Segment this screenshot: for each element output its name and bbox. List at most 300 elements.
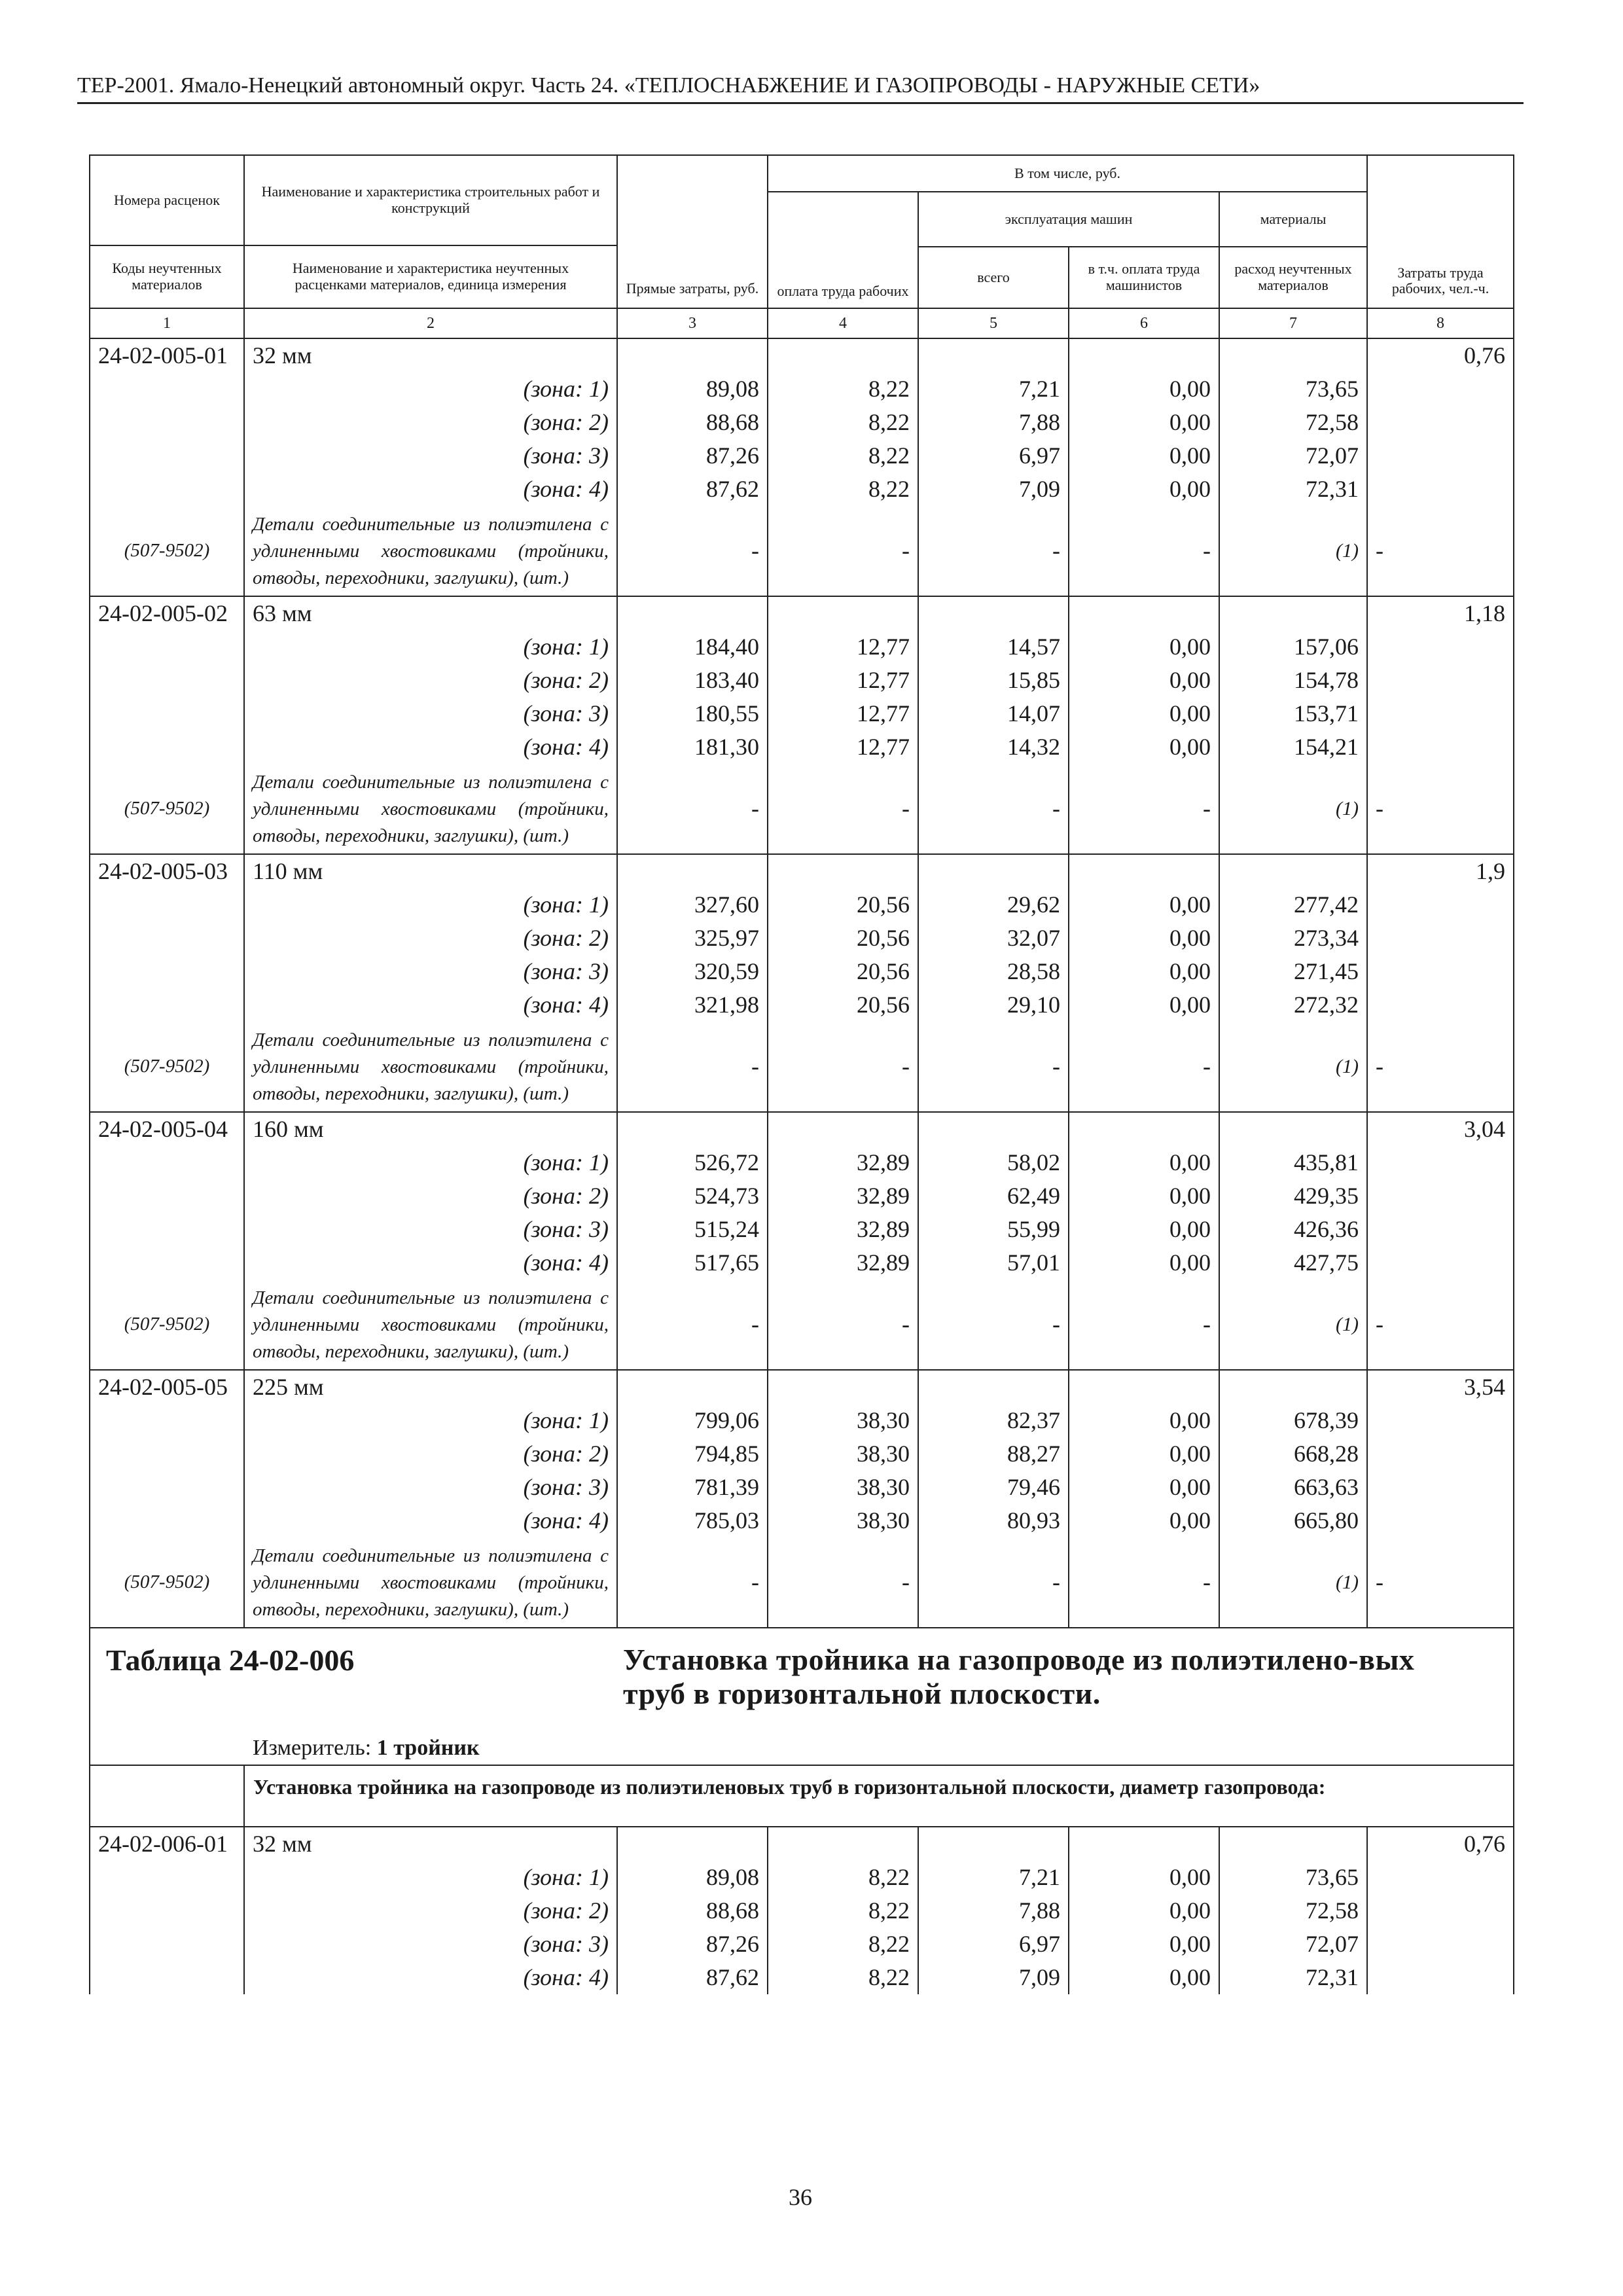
dash-cell: - xyxy=(617,1537,768,1628)
empty-cell xyxy=(90,1928,244,1961)
empty-cell xyxy=(90,473,244,506)
dash-cell: - xyxy=(768,1280,918,1370)
zone-label: (зона: 2) xyxy=(244,406,617,439)
empty-cell xyxy=(1367,1504,1514,1537)
dash-cell: - xyxy=(1069,506,1219,596)
zone-value: 72,31 xyxy=(1219,1961,1367,1994)
empty-cell xyxy=(1367,439,1514,473)
zone-value: 0,00 xyxy=(1069,406,1219,439)
empty-cell xyxy=(768,1112,918,1146)
dash-cell: - xyxy=(617,764,768,854)
zone-value: 524,73 xyxy=(617,1179,768,1213)
zone-value: 80,93 xyxy=(918,1504,1069,1537)
zone-row xyxy=(90,1246,1514,1280)
empty-cell xyxy=(1367,1861,1514,1894)
rate-code: 24-02-005-02 xyxy=(90,596,244,630)
empty-cell xyxy=(918,1112,1069,1146)
dash-cell: - xyxy=(768,1022,918,1112)
zone-value: 38,30 xyxy=(768,1437,918,1471)
empty-cell xyxy=(90,922,244,955)
material-row xyxy=(90,1280,1514,1370)
zone-label: (зона: 4) xyxy=(244,730,617,764)
zone-row xyxy=(90,1179,1514,1213)
zone-label: (зона: 3) xyxy=(244,697,617,730)
zone-value: 14,32 xyxy=(918,730,1069,764)
empty-cell xyxy=(90,730,244,764)
dash-cell: - xyxy=(1069,764,1219,854)
rate-name: 63 мм xyxy=(244,596,617,630)
empty-cell xyxy=(90,630,244,664)
empty-cell xyxy=(1367,1179,1514,1213)
material-code: (507-9502) xyxy=(90,1537,244,1628)
zone-value: 153,71 xyxy=(1219,697,1367,730)
empty-cell xyxy=(90,1504,244,1537)
entry-code-row xyxy=(90,1370,1514,1404)
empty-cell xyxy=(90,1861,244,1894)
zone-value: 72,31 xyxy=(1219,473,1367,506)
rate-name: 32 мм xyxy=(244,338,617,372)
zone-value: 88,27 xyxy=(918,1437,1069,1471)
empty-cell xyxy=(918,1827,1069,1861)
zone-value: 157,06 xyxy=(1219,630,1367,664)
zone-value: 89,08 xyxy=(617,372,768,406)
empty-cell xyxy=(90,1179,244,1213)
empty-cell xyxy=(1219,1112,1367,1146)
empty-cell xyxy=(90,372,244,406)
empty-cell xyxy=(1219,854,1367,888)
zone-value: 88,68 xyxy=(617,1894,768,1928)
header-col2-bottom: Наименование и характеристика неучтенных расценками материалов, единица измерения xyxy=(292,260,569,293)
zone-value: 62,49 xyxy=(918,1179,1069,1213)
dash-cell: - xyxy=(1367,1022,1514,1112)
zone-value: 12,77 xyxy=(768,730,918,764)
zone-value: 785,03 xyxy=(617,1504,768,1537)
empty-cell xyxy=(1367,988,1514,1022)
empty-cell xyxy=(768,596,918,630)
zone-value: 320,59 xyxy=(617,955,768,988)
empty-cell xyxy=(1219,1827,1367,1861)
material-quantity: (1) xyxy=(1219,1537,1367,1628)
zone-row xyxy=(90,1928,1514,1961)
dash-cell: - xyxy=(1367,764,1514,854)
zone-value: 0,00 xyxy=(1069,439,1219,473)
zone-value: 799,06 xyxy=(617,1404,768,1437)
entry-code-row xyxy=(90,596,1514,630)
zone-value: 7,88 xyxy=(918,406,1069,439)
zone-value: 8,22 xyxy=(768,1894,918,1928)
zone-value: 55,99 xyxy=(918,1213,1069,1246)
dash-cell: - xyxy=(918,764,1069,854)
empty-cell xyxy=(1367,888,1514,922)
empty-cell xyxy=(1367,372,1514,406)
rate-code: 24-02-005-05 xyxy=(90,1370,244,1404)
zone-row xyxy=(90,1504,1514,1537)
zone-row xyxy=(90,1471,1514,1504)
zone-label: (зона: 2) xyxy=(244,922,617,955)
zone-value: 0,00 xyxy=(1069,1928,1219,1961)
dash-cell: - xyxy=(1367,1537,1514,1628)
meter-prefix: Измеритель: xyxy=(253,1736,377,1760)
empty-cell xyxy=(1367,1471,1514,1504)
entry-code-row xyxy=(90,1827,1514,1861)
labor-cost: 1,18 xyxy=(1367,596,1514,630)
empty-cell xyxy=(90,664,244,697)
zone-row xyxy=(90,988,1514,1022)
zone-value: 0,00 xyxy=(1069,988,1219,1022)
rates-body-2 xyxy=(90,1827,1514,1994)
empty-cell xyxy=(90,439,244,473)
header-direct-costs: Прямые затраты, руб. xyxy=(617,155,768,308)
empty-cell xyxy=(1219,596,1367,630)
zone-value: 517,65 xyxy=(617,1246,768,1280)
zone-value: 28,58 xyxy=(918,955,1069,988)
labor-cost: 0,76 xyxy=(1367,1827,1514,1861)
header-col1 xyxy=(90,155,244,308)
section-title: Установка тройника на газопроводе из полиэтиленовых труб в горизонтальной плоскости, диаметр газопровода: xyxy=(253,1775,1326,1799)
zone-value: 8,22 xyxy=(768,1961,918,1994)
material-row xyxy=(90,764,1514,854)
zone-label: (зона: 1) xyxy=(244,630,617,664)
rate-code: 24-02-005-03 xyxy=(90,854,244,888)
zone-value: 7,21 xyxy=(918,372,1069,406)
header-machines-total: всего xyxy=(918,247,1069,308)
zone-label: (зона: 1) xyxy=(244,888,617,922)
zone-value: 668,28 xyxy=(1219,1437,1367,1471)
zone-row xyxy=(90,1146,1514,1179)
material-quantity: (1) xyxy=(1219,1280,1367,1370)
empty-cell xyxy=(918,1370,1069,1404)
zone-value: 321,98 xyxy=(617,988,768,1022)
rate-name: 110 мм xyxy=(244,854,617,888)
material-quantity: (1) xyxy=(1219,1022,1367,1112)
empty-cell xyxy=(90,1213,244,1246)
zone-value: 0,00 xyxy=(1069,1404,1219,1437)
material-code: (507-9502) xyxy=(90,506,244,596)
empty-cell xyxy=(768,1827,918,1861)
col-number: 7 xyxy=(1219,308,1367,338)
zone-value: 14,57 xyxy=(918,630,1069,664)
zone-value: 8,22 xyxy=(768,439,918,473)
zone-value: 435,81 xyxy=(1219,1146,1367,1179)
empty-cell xyxy=(1367,1146,1514,1179)
empty-cell xyxy=(1069,854,1219,888)
empty-cell xyxy=(1367,664,1514,697)
empty-cell xyxy=(1367,922,1514,955)
empty-cell xyxy=(1367,697,1514,730)
empty-cell xyxy=(918,338,1069,372)
dash-cell: - xyxy=(768,1537,918,1628)
zone-value: 8,22 xyxy=(768,473,918,506)
dash-cell: - xyxy=(768,764,918,854)
zone-row xyxy=(90,922,1514,955)
zone-label: (зона: 2) xyxy=(244,1894,617,1928)
table2-heading xyxy=(90,1628,1514,1827)
zone-value: 7,88 xyxy=(918,1894,1069,1928)
zone-value: 73,65 xyxy=(1219,1861,1367,1894)
zone-value: 271,45 xyxy=(1219,955,1367,988)
zone-value: 0,00 xyxy=(1069,955,1219,988)
zone-value: 0,00 xyxy=(1069,1894,1219,1928)
zone-value: 7,09 xyxy=(918,473,1069,506)
zone-value: 8,22 xyxy=(768,1928,918,1961)
zone-value: 7,21 xyxy=(918,1861,1069,1894)
zone-label: (зона: 1) xyxy=(244,372,617,406)
zone-value: 32,07 xyxy=(918,922,1069,955)
dash-cell: - xyxy=(1367,1280,1514,1370)
zone-value: 82,37 xyxy=(918,1404,1069,1437)
empty-cell xyxy=(90,1437,244,1471)
rates-body xyxy=(90,338,1514,1628)
header-wages: оплата труда рабочих xyxy=(768,192,918,308)
meter-value: 1 тройник xyxy=(376,1736,480,1760)
zone-value: 29,10 xyxy=(918,988,1069,1022)
zone-row xyxy=(90,439,1514,473)
table2-label: Таблица 24-02-006 xyxy=(106,1643,355,1677)
dash-cell: - xyxy=(617,506,768,596)
col-number: 4 xyxy=(768,308,918,338)
empty-cell xyxy=(617,1827,768,1861)
zone-label: (зона: 3) xyxy=(244,1928,617,1961)
zone-value: 32,89 xyxy=(768,1213,918,1246)
material-description: Детали соединительные из полиэтилена с удлиненными хвостовиками (тройники, отводы, переходники, заглушки), (шт.) xyxy=(244,506,617,596)
dash-cell: - xyxy=(1069,1280,1219,1370)
zone-value: 6,97 xyxy=(918,1928,1069,1961)
empty-cell xyxy=(1367,955,1514,988)
zone-value: 58,02 xyxy=(918,1146,1069,1179)
table2-title-cell xyxy=(90,1628,1514,1765)
labor-cost: 3,04 xyxy=(1367,1112,1514,1146)
entry-code-row xyxy=(90,1112,1514,1146)
empty-cell xyxy=(1069,1112,1219,1146)
empty-cell xyxy=(1367,630,1514,664)
empty-cell xyxy=(617,338,768,372)
rates-table-wrapper xyxy=(89,154,1513,1994)
zone-value: 20,56 xyxy=(768,955,918,988)
labor-cost: 3,54 xyxy=(1367,1370,1514,1404)
zone-label: (зона: 3) xyxy=(244,1213,617,1246)
zone-value: 515,24 xyxy=(617,1213,768,1246)
zone-value: 7,09 xyxy=(918,1961,1069,1994)
zone-value: 8,22 xyxy=(768,406,918,439)
empty-cell xyxy=(1069,1370,1219,1404)
zone-value: 12,77 xyxy=(768,664,918,697)
zone-label: (зона: 1) xyxy=(244,1861,617,1894)
dash-cell: - xyxy=(1367,506,1514,596)
zone-value: 427,75 xyxy=(1219,1246,1367,1280)
zone-label: (зона: 1) xyxy=(244,1146,617,1179)
zone-value: 38,30 xyxy=(768,1504,918,1537)
zone-value: 0,00 xyxy=(1069,697,1219,730)
empty-cell xyxy=(617,854,768,888)
zone-value: 154,78 xyxy=(1219,664,1367,697)
empty-cell xyxy=(1069,596,1219,630)
rate-code: 24-02-006-01 xyxy=(90,1827,244,1861)
zone-value: 20,56 xyxy=(768,988,918,1022)
col-number: 1 xyxy=(90,308,244,338)
material-quantity: (1) xyxy=(1219,764,1367,854)
empty-cell xyxy=(1367,406,1514,439)
dash-cell: - xyxy=(918,506,1069,596)
dash-cell: - xyxy=(918,1280,1069,1370)
section-cell xyxy=(244,1765,1514,1827)
empty-cell xyxy=(1367,1894,1514,1928)
zone-value: 678,39 xyxy=(1219,1404,1367,1437)
zone-value: 426,36 xyxy=(1219,1213,1367,1246)
zone-value: 0,00 xyxy=(1069,1861,1219,1894)
dash-cell: - xyxy=(918,1537,1069,1628)
zone-value: 20,56 xyxy=(768,888,918,922)
material-row xyxy=(90,1022,1514,1112)
zone-value: 6,97 xyxy=(918,439,1069,473)
zone-value: 14,07 xyxy=(918,697,1069,730)
empty-cell xyxy=(617,1112,768,1146)
zone-value: 29,62 xyxy=(918,888,1069,922)
rate-name: 225 мм xyxy=(244,1370,617,1404)
zone-value: 0,00 xyxy=(1069,473,1219,506)
zone-value: 663,63 xyxy=(1219,1471,1367,1504)
header-col1-bottom: Коды неучтенных материалов xyxy=(112,260,222,293)
empty-cell xyxy=(90,697,244,730)
empty-cell xyxy=(617,596,768,630)
zone-label: (зона: 2) xyxy=(244,1179,617,1213)
zone-value: 0,00 xyxy=(1069,1471,1219,1504)
zone-value: 87,62 xyxy=(617,473,768,506)
zone-value: 38,30 xyxy=(768,1471,918,1504)
empty-cell xyxy=(768,854,918,888)
col-number: 8 xyxy=(1367,308,1514,338)
zone-row xyxy=(90,697,1514,730)
empty-cell xyxy=(617,1370,768,1404)
zone-value: 72,58 xyxy=(1219,1894,1367,1928)
header-unaccounted-materials: расход неучтенных материалов xyxy=(1219,247,1367,308)
zone-value: 0,00 xyxy=(1069,1504,1219,1537)
zone-value: 15,85 xyxy=(918,664,1069,697)
zone-value: 0,00 xyxy=(1069,1213,1219,1246)
zone-value: 0,00 xyxy=(1069,730,1219,764)
entry-code-row xyxy=(90,338,1514,372)
zone-row xyxy=(90,406,1514,439)
zone-value: 183,40 xyxy=(617,664,768,697)
header-machines: эксплуатация машин xyxy=(918,192,1219,247)
header-col2 xyxy=(244,155,617,308)
zone-value: 0,00 xyxy=(1069,630,1219,664)
zone-value: 526,72 xyxy=(617,1146,768,1179)
empty-cell xyxy=(90,888,244,922)
column-numbers xyxy=(90,308,1514,338)
zone-value: 8,22 xyxy=(768,372,918,406)
rates-table xyxy=(89,154,1514,1994)
empty-cell xyxy=(1367,1437,1514,1471)
empty-cell xyxy=(1069,338,1219,372)
empty-cell xyxy=(1367,1928,1514,1961)
empty-cell xyxy=(90,1894,244,1928)
material-description: Детали соединительные из полиэтилена с удлиненными хвостовиками (тройники, отводы, переходники, заглушки), (шт.) xyxy=(244,1022,617,1112)
zone-value: 87,26 xyxy=(617,1928,768,1961)
zone-value: 88,68 xyxy=(617,406,768,439)
zone-value: 79,46 xyxy=(918,1471,1069,1504)
empty-cell xyxy=(90,1146,244,1179)
material-code: (507-9502) xyxy=(90,1280,244,1370)
empty-cell xyxy=(90,955,244,988)
material-description: Детали соединительные из полиэтилена с удлиненными хвостовиками (тройники, отводы, переходники, заглушки), (шт.) xyxy=(244,1280,617,1370)
empty-cell xyxy=(768,1370,918,1404)
header-col2-top: Наименование и характеристика строительных работ и конструкций xyxy=(245,156,616,246)
zone-label: (зона: 4) xyxy=(244,988,617,1022)
rate-code: 24-02-005-04 xyxy=(90,1112,244,1146)
zone-value: 0,00 xyxy=(1069,922,1219,955)
zone-value: 272,32 xyxy=(1219,988,1367,1022)
header-machinist-wages: в т.ч. оплата труда машинистов xyxy=(1069,247,1219,308)
col-number: 6 xyxy=(1069,308,1219,338)
zone-value: 0,00 xyxy=(1069,1961,1219,1994)
zone-value: 72,07 xyxy=(1219,1928,1367,1961)
empty-cell xyxy=(90,1246,244,1280)
material-description: Детали соединительные из полиэтилена с удлиненными хвостовиками (тройники, отводы, переходники, заглушки), (шт.) xyxy=(244,764,617,854)
empty-cell xyxy=(768,338,918,372)
zone-value: 429,35 xyxy=(1219,1179,1367,1213)
dash-cell: - xyxy=(617,1022,768,1112)
zone-value: 32,89 xyxy=(768,1179,918,1213)
zone-label: (зона: 1) xyxy=(244,1404,617,1437)
table2-meter xyxy=(253,1736,480,1761)
empty-cell xyxy=(90,1404,244,1437)
zone-value: 32,89 xyxy=(768,1246,918,1280)
material-code: (507-9502) xyxy=(90,764,244,854)
zone-value: 72,07 xyxy=(1219,439,1367,473)
zone-value: 277,42 xyxy=(1219,888,1367,922)
zone-value: 0,00 xyxy=(1069,1246,1219,1280)
zone-value: 325,97 xyxy=(617,922,768,955)
table-header xyxy=(90,155,1514,308)
labor-cost: 1,9 xyxy=(1367,854,1514,888)
material-code: (507-9502) xyxy=(90,1022,244,1112)
labor-cost: 0,76 xyxy=(1367,338,1514,372)
zone-row xyxy=(90,1213,1514,1246)
section-empty-cell xyxy=(90,1765,244,1827)
zone-row xyxy=(90,372,1514,406)
zone-value: 72,58 xyxy=(1219,406,1367,439)
dash-cell: - xyxy=(1069,1022,1219,1112)
zone-value: 0,00 xyxy=(1069,1437,1219,1471)
entry-code-row xyxy=(90,854,1514,888)
zone-value: 20,56 xyxy=(768,922,918,955)
table2-title: Установка тройника на газопроводе из полиэтилено-вых труб в горизонтальной плоскости. xyxy=(623,1643,1415,1710)
header-materials: материалы xyxy=(1219,192,1367,247)
dash-cell: - xyxy=(768,506,918,596)
empty-cell xyxy=(1367,473,1514,506)
zone-value: 73,65 xyxy=(1219,372,1367,406)
zone-row xyxy=(90,730,1514,764)
page-number: 36 xyxy=(789,2184,812,2210)
zone-value: 32,89 xyxy=(768,1146,918,1179)
empty-cell xyxy=(90,988,244,1022)
empty-cell xyxy=(1367,1246,1514,1280)
zone-label: (зона: 2) xyxy=(244,664,617,697)
rate-name: 160 мм xyxy=(244,1112,617,1146)
zone-label: (зона: 4) xyxy=(244,473,617,506)
material-description: Детали соединительные из полиэтилена с удлиненными хвостовиками (тройники, отводы, переходники, заглушки), (шт.) xyxy=(244,1537,617,1628)
zone-row xyxy=(90,1404,1514,1437)
zone-value: 273,34 xyxy=(1219,922,1367,955)
zone-value: 794,85 xyxy=(617,1437,768,1471)
zone-row xyxy=(90,955,1514,988)
zone-label: (зона: 3) xyxy=(244,1471,617,1504)
empty-cell xyxy=(90,1961,244,1994)
zone-value: 89,08 xyxy=(617,1861,768,1894)
empty-cell xyxy=(1367,1961,1514,1994)
zone-label: (зона: 4) xyxy=(244,1961,617,1994)
material-row xyxy=(90,506,1514,596)
